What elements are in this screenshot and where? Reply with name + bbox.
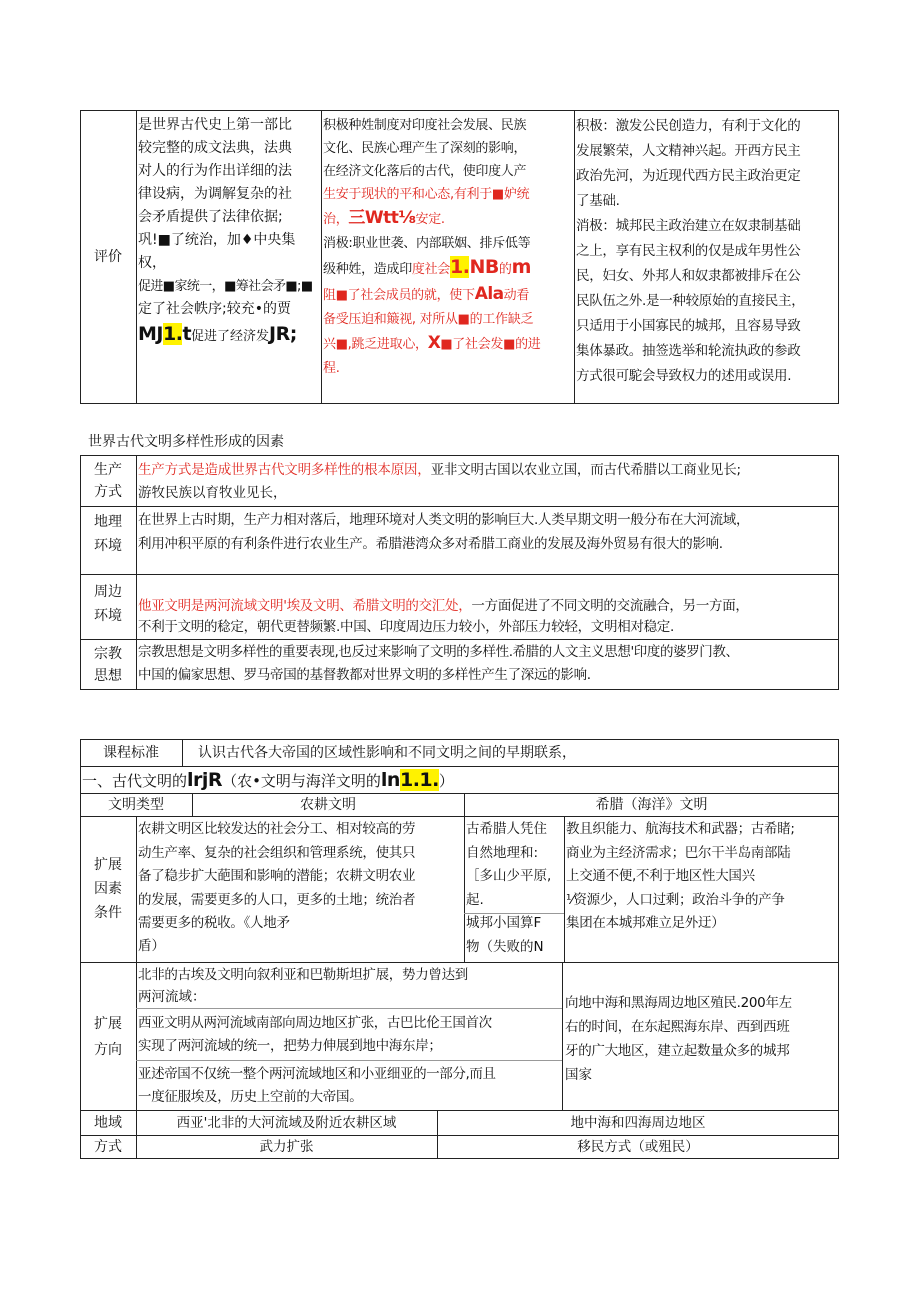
line: 亚述帝国不仅统一整个两河流域地区和小亚细亚的一部分,而且: [138, 1066, 496, 1082]
line: 巩!■了统治，加♦中央集: [138, 232, 296, 248]
factor-label: [80, 459, 136, 503]
evaluation-caste-text: [323, 114, 575, 380]
divider: [80, 639, 839, 640]
label-line: 因素: [94, 881, 122, 897]
standard-text: 认识古代各大帝国的区域性影响和不同文明之间的早期联系，: [198, 745, 576, 761]
section-number: 一: [82, 772, 98, 790]
line: 在经济文化落后的古代，使印度人产: [323, 164, 527, 179]
line: 促进■家统一，■筹社会矛■;■: [138, 279, 313, 294]
label-line: 地理: [94, 514, 122, 530]
line: 程.: [323, 361, 340, 376]
text: 阻■了社会成员的就，使下: [323, 288, 475, 303]
line: [323, 255, 575, 282]
line: 生安于现状的平和心态,有利于■妒统: [323, 187, 530, 202]
factor-label: [80, 643, 136, 687]
line: 消极：城邦民主政治建立在奴隶制基础: [576, 218, 801, 234]
factors-title: 世界古代文明多样性形成的因素: [88, 434, 284, 450]
line: 盾）: [138, 937, 165, 954]
text: 度社会: [411, 262, 451, 277]
line: 政治先河，为近现代西方民主政治更定: [576, 168, 801, 184]
line: 两河流域：: [138, 989, 206, 1005]
line: 右的时间，在东起熙海东岸、西到西班: [565, 1019, 790, 1035]
text: 级种姓，造成印: [323, 262, 412, 277]
divider: [136, 1060, 562, 1061]
line: 文化、民族心理产生了深刻的影响，: [323, 141, 527, 156]
farming-method: 武力扩张: [259, 1139, 314, 1155]
line: 较完整的成文法典，法典: [138, 140, 292, 156]
line: 向地中海和黑海周边地区殖民.200年左: [565, 995, 792, 1011]
label-line: 生产: [94, 462, 122, 478]
line: 了基础.: [576, 193, 620, 209]
highlight: 1.: [450, 256, 470, 278]
label-line: 周边: [94, 584, 122, 600]
divider: [80, 816, 839, 817]
garbled: 三Wtt⅛: [348, 208, 416, 228]
line: 定了社会帙序;较充•的贾: [138, 301, 291, 317]
factor-text: [138, 596, 838, 638]
region-label: 地域: [94, 1115, 122, 1131]
line: 农耕文明区比较发达的社会分工、相对较高的劳: [138, 821, 416, 837]
garbled: t: [182, 323, 192, 345]
garbled: lrjR: [187, 769, 223, 791]
line: 是世界古代史上第一部比: [138, 117, 292, 133]
line: 不利于文明的稔定，朝代更替频繁.中国、印度周边压力较小，外部压力较轻，文明相对稳定.: [138, 619, 674, 635]
garbled: ln: [380, 769, 400, 791]
line: 之上，享有民主权利的仅是成年男性公: [576, 243, 801, 259]
farming-header: 农耕文明: [300, 797, 356, 813]
line: 消极:职业世袭、内部联姻、排斥低等: [323, 236, 531, 251]
label-line: 思想: [94, 668, 122, 684]
text: （农•文明与海洋文明的: [222, 772, 381, 790]
line: 在世界上古时期，生产力相对落后，地理环境对人类文明的影响巨大.人类早期文明一般分布在大河流域，: [138, 512, 750, 528]
line: 集团在本城邦难立足外迂）: [566, 915, 725, 931]
divider: [136, 110, 137, 404]
farming-direction-1: [138, 964, 562, 1007]
divider: [80, 962, 839, 963]
text: 动看: [503, 288, 530, 303]
label-line: 环境: [94, 608, 122, 624]
line: 方式很可駝会导致权力的述用或误用.: [576, 368, 792, 384]
line: 中国的偏家思想、罗马帝国的基督教都对世界文明的多样性产生了深远的影响.: [138, 667, 591, 683]
line: 古希腊人凭住: [466, 821, 547, 837]
expansion-factors-label: [80, 853, 136, 925]
text: 亚非文明古国以农业立国，而古代希腊以工商业见长;: [430, 462, 741, 478]
method-label: 方式: [94, 1139, 122, 1155]
line: 游牧民族以育牧业见长，: [138, 485, 287, 501]
line: 一度征服埃及，历史上空前的大帝国。: [138, 1089, 363, 1105]
greek-factors-right: [566, 818, 838, 936]
greek-method: 移民方式（或殂民）: [577, 1139, 699, 1155]
text: 、古代文明的: [97, 772, 188, 790]
divider: [136, 1008, 562, 1009]
greek-region: 地中海和四海周边地区: [570, 1115, 706, 1131]
label-line: 条件: [94, 905, 122, 921]
line: 牙的广大地区，建立起数量众多的城邦: [565, 1043, 790, 1059]
divider: [562, 962, 563, 1110]
text: 促进了经济发: [191, 329, 270, 344]
line: 实现了两河流域的统一，把势力伸展到地中海东岸；: [138, 1038, 442, 1054]
factor-text: [138, 641, 838, 687]
line: 商业为主经济需求；巴尔干半岛南部陆: [566, 844, 791, 861]
line: 北非的古埃及文明向叙利亚和巴勒斯坦扩展，势力曾达到: [138, 967, 468, 983]
highlight: 1.: [162, 323, 183, 345]
divider: [564, 816, 565, 962]
type-label: 文明类型: [108, 797, 164, 813]
text: 治，: [323, 212, 349, 227]
label-line: 扩展: [94, 1016, 122, 1032]
farming-region: 西亚'北非的大河流域及附近农耕区域: [176, 1115, 397, 1131]
line: [138, 459, 838, 482]
garbled: MJ: [138, 323, 163, 345]
text: 他亚文明是两河流域文明'埃及文明、希腊文明的交汇处，: [138, 598, 472, 614]
farming-factors-text: [138, 818, 465, 956]
garbled: NB: [469, 256, 499, 278]
greek-direction: [565, 991, 838, 1087]
line: 起.: [466, 891, 484, 908]
line: 备了稳步扩大葩围和影响的潜能；农耕文明农业: [138, 868, 416, 884]
evaluation-code-text: [138, 114, 322, 350]
label-line: 方式: [94, 484, 122, 500]
farming-direction-3: [138, 1063, 562, 1109]
standard-label: 课程标准: [103, 745, 159, 761]
garbled: X: [427, 333, 441, 353]
line: 积极种姓制度对印度社会发展、民族: [323, 118, 527, 133]
line: 教且织能力、航海技术和武器；古希睹;: [566, 821, 795, 837]
label-line: 环境: [94, 538, 122, 554]
line: 发展繁荣，人文精神兴起。开西方民主: [576, 143, 801, 159]
line: 城邦小国算F: [466, 915, 542, 931]
garbled: JR;: [269, 323, 297, 345]
line: [323, 331, 575, 357]
line: ⅟资源少，人口过剩；政治斗争的产争: [566, 891, 785, 908]
line: 的发展，需要更多的人口，更多的土地；统治者: [138, 891, 416, 908]
line: 民，妇女、外邦人和奴隶都被排斥在公: [576, 268, 801, 284]
line: 上交通不便,不利于地区性大国兴: [566, 868, 755, 884]
divider: [136, 816, 137, 1159]
text: 安定.: [415, 212, 445, 227]
section-heading: [82, 767, 454, 794]
line: 权，: [138, 255, 166, 271]
factor-label: [80, 510, 136, 558]
text: 一方面促进了不同文明的交流融合，另一方面，: [471, 598, 749, 614]
divider: [80, 574, 839, 575]
line: 宗教思想是文明多样性的重要表现,也反过来影响了文明的多样性.希腊的人文主义思想'印度的婆罗门教、: [138, 644, 739, 660]
line: 利用冲积平原的有利条件进行农业生产。希腊港湾众多对希腊工商业的发展及海外贸易有很大的影响.: [138, 536, 723, 552]
line: 律设病，为调解复杂的社: [138, 186, 292, 202]
line: 积极：激发公民创造力，有利于文化的: [576, 118, 801, 134]
factor-text: [138, 508, 838, 556]
line: 会矛盾提供了法律依据;: [138, 209, 283, 225]
text: ）: [438, 772, 454, 790]
divider: [182, 739, 183, 766]
text: 兴■,跳乏进取心，: [323, 337, 428, 352]
line: 动生产率、复杂的社会组织和管理系统，使其只: [138, 844, 416, 861]
divider: [80, 506, 839, 507]
greek-header: 希腊（海洋》文明: [595, 797, 708, 813]
line: [138, 596, 838, 617]
text: 的: [498, 262, 512, 277]
label-line: 方向: [94, 1042, 122, 1058]
expansion-direction-label: [80, 1011, 136, 1063]
farming-direction-2: [138, 1012, 562, 1058]
greek-factors-left: [466, 818, 564, 959]
line: 物（失败的N: [466, 938, 544, 955]
line: 只适用于小国寡民的城邦，且容易导致: [576, 318, 801, 334]
evaluation-greek-text: [576, 114, 838, 389]
line: ［多山少平原,: [466, 868, 552, 884]
line: 西亚文明从两河流域南部向周边地区扩张，古巴比伦王国首次: [138, 1015, 492, 1031]
evaluation-label: 评价: [94, 249, 122, 265]
label-line: 扩展: [94, 857, 122, 873]
line: 自然地理和:: [466, 844, 539, 861]
line: [323, 206, 575, 232]
garbled: Ala: [474, 284, 504, 304]
garbled: m: [511, 256, 531, 278]
factor-text: [138, 459, 838, 505]
line: 备受压迫和簸视, 对所从■的工作缺乏: [323, 312, 534, 327]
text: 生产方式是造成世界古代文明多样性的根本原因，: [138, 462, 431, 478]
divider: [136, 455, 137, 690]
line: 民队伍之外.是一种较原始的直接民主，: [576, 293, 805, 309]
factor-label: [80, 580, 136, 628]
line: 集体暴政。抽签选举和轮流执政的参政: [576, 343, 801, 359]
highlight: 1.1.: [399, 769, 439, 791]
line: 对人的行为作出详细的法: [138, 163, 292, 179]
text: ■了社会发■的进: [440, 337, 541, 352]
line: 需要更多的税收。《人地矛: [138, 915, 290, 931]
line: 国家: [565, 1067, 592, 1083]
line: [138, 321, 322, 350]
label-line: 宗教: [94, 646, 122, 662]
line: [323, 282, 575, 308]
